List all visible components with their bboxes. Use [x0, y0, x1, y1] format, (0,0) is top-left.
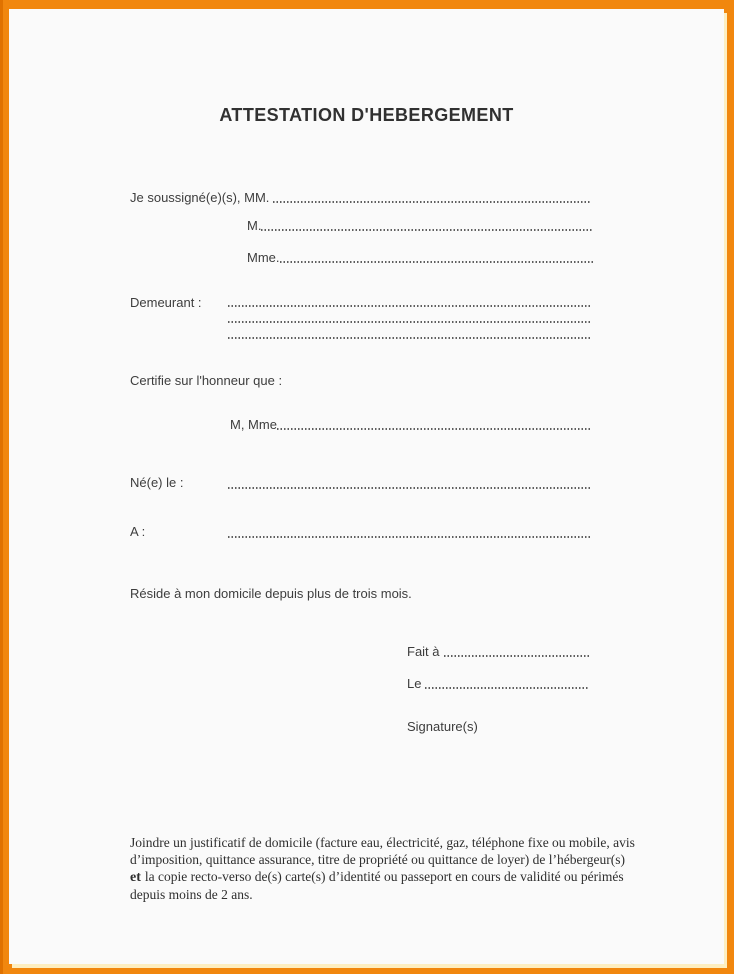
reside-text: Réside à mon domicile depuis plus de trois mois. — [130, 586, 412, 601]
footnote-et-bold: et — [130, 870, 141, 885]
dotted-line — [228, 487, 590, 489]
dotted-line — [228, 337, 591, 339]
dotted-line — [228, 305, 591, 307]
m-mme-row — [230, 417, 590, 432]
dotted-line — [228, 321, 591, 323]
demeurant-label: Demeurant : — [130, 295, 202, 310]
le-row — [407, 676, 589, 691]
footnote-line: d’imposition, quittance assurance, titre de propriété ou quittance de loyer) de l’hébergeur(s) — [130, 852, 625, 867]
dotted-line — [261, 218, 593, 233]
footnote-line: depuis moins de 2 ans. — [130, 887, 253, 902]
document-page — [9, 9, 724, 964]
dotted-line — [444, 644, 589, 659]
dotted-line — [228, 536, 590, 538]
mme-row — [247, 250, 593, 265]
m-row — [247, 218, 593, 233]
footnote-line — [130, 868, 635, 886]
soussigne-label: Je soussigné(e)(s), MM. — [130, 190, 270, 205]
footnote-line: Joindre un justificatif de domicile (facture eau, électricité, gaz, téléphone fixe ou mobile, avis — [130, 835, 635, 850]
ne-le-label: Né(e) le : — [130, 475, 184, 490]
dotted-line — [277, 417, 590, 432]
signature-label: Signature(s) — [407, 719, 478, 734]
m-mme-label: M, Mme — [230, 417, 277, 432]
certifie-label: Certifie sur l'honneur que : — [130, 373, 283, 388]
dotted-line — [280, 250, 594, 265]
document-title: ATTESTATION D'HEBERGEMENT — [219, 105, 514, 125]
a-label: A : — [130, 524, 146, 539]
mme-label: Mme. — [247, 250, 280, 265]
fait-a-label: Fait à — [407, 644, 440, 659]
soussigne-row — [130, 190, 591, 205]
fait-a-row — [407, 644, 589, 659]
dotted-line — [425, 676, 589, 691]
dotted-line — [273, 190, 591, 205]
footnote — [130, 834, 635, 903]
le-label: Le — [407, 676, 422, 691]
m-label: M. — [247, 218, 262, 233]
footnote-line3-rest: la copie recto-verso de(s) carte(s) d’identité ou passeport en cours de validité ou périmés — [144, 869, 624, 884]
